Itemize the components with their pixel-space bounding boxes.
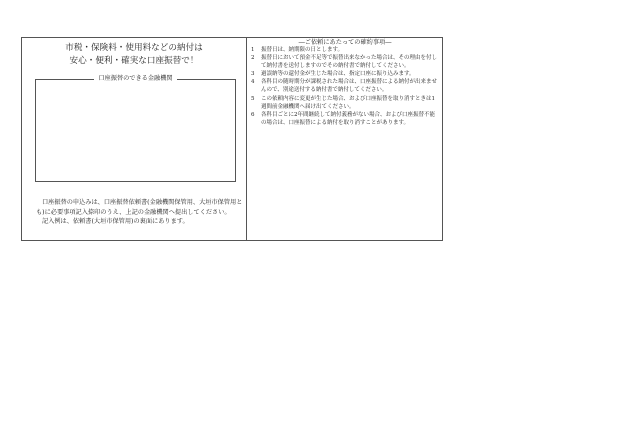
note-number: 1 (251, 47, 255, 53)
guide-paragraph-1: 口座振替の申込みは、口座振替依頼書(金融機関保管用、大垣市保管用とも)に必要事項記入捺印のうえ、上記の金融機関へ提出してください。 (36, 199, 243, 216)
note-text: 各科目ごとに2年間継続して納付義務がない場合、および口座振替不能の場合は、口座振替による納付を取り消すことがあります。 (261, 111, 436, 126)
note-item (251, 54, 439, 70)
bank-list-box (35, 75, 236, 182)
left-column (22, 38, 246, 240)
note-item (251, 95, 439, 111)
note-text: 各科目の随時期分が課税された場合は、口座振替による納付が出来ませんので、別途送付する納付書で納付してください。 (261, 79, 438, 94)
guide-paragraph-2: 記入例は、依頼書(大垣市保管用)の裏面にあります。 (42, 218, 189, 226)
bank-box-title: 口座振替のできる金融機関 (94, 75, 176, 82)
application-guide (36, 198, 244, 227)
note-item (251, 70, 439, 78)
note-number: 5 (251, 95, 255, 102)
note-number: 4 (251, 79, 255, 86)
notes-list (251, 46, 439, 127)
notes-title: ―ご依頼にあたっての確約事項― (298, 39, 392, 46)
headline-line-2: 安心・便利・確実な口座振替で！ (69, 55, 199, 66)
note-text: この依頼内容に変更が生じた場合、および口座振替を取り消すときは1週間前金融機関へ届け出てください。 (261, 95, 436, 110)
note-item (251, 111, 439, 127)
note-number: 6 (251, 111, 255, 118)
note-text: 過誤納等の還付金が生じた場合は、指定口座に振り込みます。 (261, 71, 415, 78)
note-number: 3 (251, 71, 255, 78)
note-item (251, 78, 439, 94)
headline (22, 42, 246, 67)
note-item (251, 46, 439, 54)
right-column (247, 38, 443, 240)
note-text: 振替日において預金不足等で振替出来なかった場合は、その理由を付して納付書を送付しますのでその納付書で納付してください。 (261, 55, 438, 70)
note-number: 2 (251, 55, 255, 62)
headline-line-1: 市税・保険料・使用料などの納付は (65, 43, 203, 53)
note-text: 振替日は、納期限の日とします。 (261, 47, 344, 53)
